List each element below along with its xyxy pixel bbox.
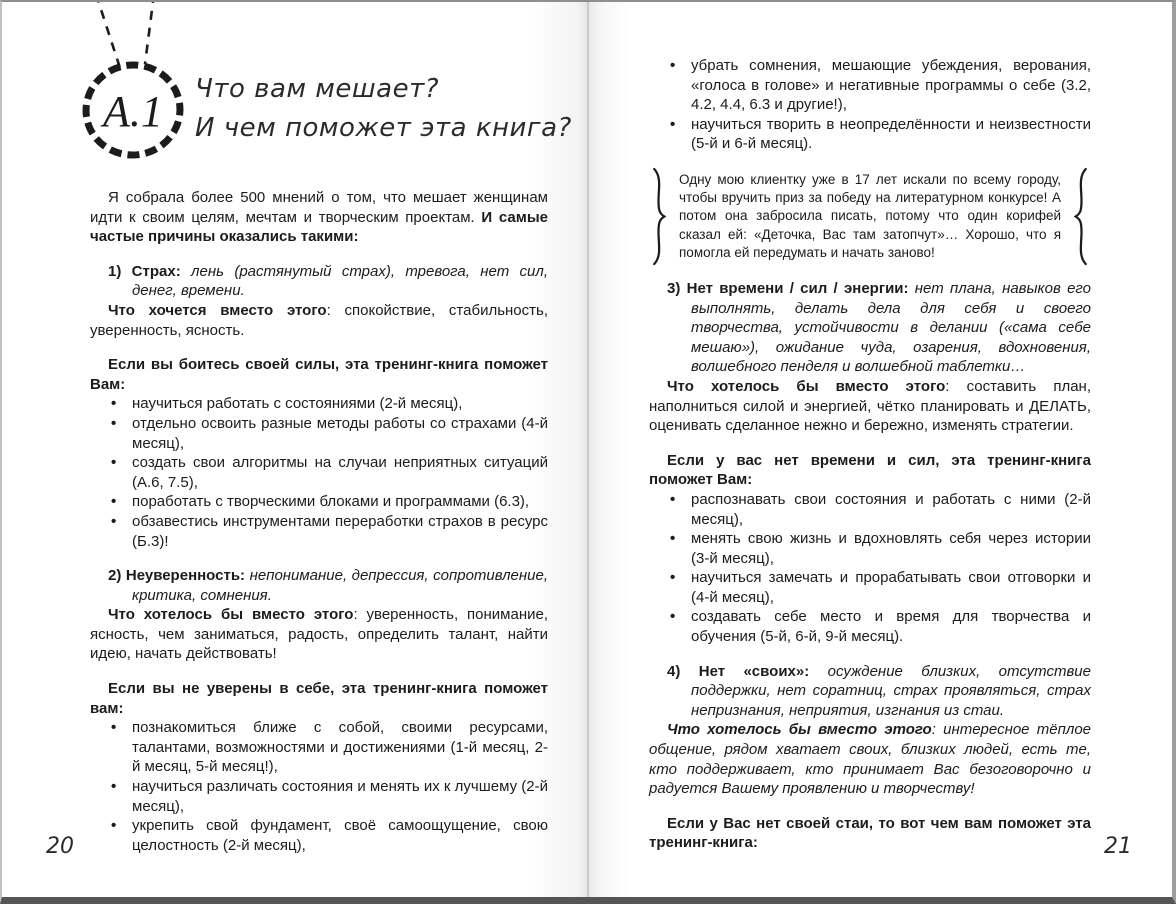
bullet-icon: •	[111, 395, 117, 413]
bullet-icon: •	[670, 115, 676, 133]
bullet-icon: •	[111, 512, 117, 530]
text-run: научиться замечать и прорабатывать свои отговорки и (4-й месяц),	[691, 569, 1091, 606]
paragraph-spacer	[649, 647, 1091, 662]
numbered-item	[649, 662, 1091, 721]
paragraph-spacer	[649, 436, 1091, 451]
text-run: познакомиться ближе с собой, своими ресурсами, талантами, возможностями и достижениями (1-й месяц, 2-й месяц, 5-й месяц!),	[132, 719, 548, 776]
bullet-item	[649, 568, 1091, 607]
bullet-item	[649, 490, 1091, 529]
page-left	[2, 2, 587, 897]
bullet-item	[649, 529, 1091, 568]
text-run: создать свои алгоритмы на случаи неприятных ситуаций (А.6, 7.5),	[132, 454, 548, 491]
bullet-icon: •	[111, 817, 117, 835]
paragraph-spacer	[649, 154, 1091, 169]
text-run: Если вы не уверены в себе, эта тренинг-книга поможет вам:	[90, 680, 548, 717]
page-right	[589, 2, 1172, 897]
text-run: укрепить свой фундамент, своё самоощущение, свою целостность (2-й месяц),	[132, 817, 548, 854]
text-run: : уверенность, понимание, ясность, чем заниматься, радость, определить талант, найти идею, начать действовать!	[90, 606, 549, 663]
page-number-right: 21	[1104, 834, 1132, 859]
paragraph	[90, 301, 548, 340]
bullet-icon: •	[670, 569, 676, 587]
numbered-item	[649, 279, 1091, 377]
chapter-title-line1: Что вам мешает?	[195, 74, 440, 104]
text-run: распознавать свои состояния и работать с ними (2-й месяц),	[691, 490, 1091, 528]
numbered-item	[90, 566, 548, 605]
page-number-left: 20	[46, 834, 74, 859]
left-page-text	[90, 188, 548, 855]
text-run: научиться творить в неопределённости и неизвестности (5-й и 6-й месяц).	[691, 115, 1091, 153]
text-run: поработать с творческими блоками и программами (6.3),	[132, 493, 530, 511]
dashed-string-icon	[96, 2, 154, 68]
bullet-list	[649, 56, 1091, 154]
bullet-item	[90, 414, 548, 453]
text-run: убрать сомнения, мешающие убеждения, верования, «голоса в голове» и негативные программы о себе (3.2, 4.2, 4.4, 6.3 и другие!),	[691, 57, 1091, 114]
text-run: 2) Неуверенность:	[108, 567, 250, 585]
paragraph-spacer	[649, 264, 1091, 279]
bullet-item	[90, 816, 548, 855]
text-run: 3) Нет времени / сил / энергии:	[667, 279, 915, 297]
text-run: Что хочется вместо этого	[108, 301, 327, 319]
paragraph	[90, 679, 548, 718]
text-run: научиться работать с состояниями (2-й месяц),	[132, 395, 463, 413]
chapter-title	[195, 70, 572, 148]
bullet-icon: •	[111, 493, 117, 511]
bullet-icon: •	[670, 608, 676, 626]
paragraph	[649, 451, 1091, 490]
text-run: создавать себе место и время для творчества и обучения (5-й, 6-й, 9-й месяц).	[691, 608, 1091, 646]
text-run: Я собрала более 500 мнений о том, что мешает женщинам идти к своим целям, мечтам и творческим проектам.	[90, 189, 548, 226]
text-run: Если вы боитесь своей силы, эта тренинг-книга поможет Вам:	[90, 356, 548, 393]
bullet-icon: •	[670, 530, 676, 548]
text-run: Что хотелось бы вместо этого	[667, 721, 932, 739]
chapter-title-line2: И чем поможет эта книга?	[195, 113, 572, 143]
text-run: 4) Нет «своих»:	[667, 662, 828, 680]
bullet-icon: •	[111, 778, 117, 796]
bullet-icon: •	[670, 57, 676, 74]
paragraph-spacer	[90, 247, 548, 262]
text-run: : интересное тёплое общение, рядом хватает своих, близких людей, есть те, кто поддерживает, кто принимает Вас безоговорочно и радуется Вашему проявлению и творчеству!	[649, 721, 1091, 798]
paragraph	[649, 720, 1091, 798]
bullet-item	[90, 512, 548, 551]
text-run: И самые частые причины оказались такими:	[90, 208, 548, 246]
text-run: научиться различать состояния и менять их к лучшему (2-й месяц),	[132, 778, 548, 815]
paragraph	[649, 377, 1091, 436]
bullet-icon: •	[111, 454, 117, 472]
text-run: Что хотелось бы вместо этого	[667, 377, 946, 395]
paragraph-spacer	[90, 664, 548, 679]
text-run: : составить план, наполниться силой и энергией, чётко планировать и ДЕЛАТЬ, оценивать сделанное нежно и бережно, изменять стратегии.	[649, 377, 1091, 435]
brace-left-icon	[651, 167, 666, 266]
numbered-item	[90, 262, 548, 301]
right-page-text	[649, 56, 1091, 853]
bullet-list	[649, 490, 1091, 647]
paragraph	[90, 605, 548, 664]
bullet-icon: •	[111, 719, 117, 737]
text-run: лень (растянутый страх), тревога, нет сил, денег, времени.	[132, 262, 548, 300]
bullet-item	[649, 56, 1091, 115]
aside-note	[649, 169, 1091, 264]
text-run: обзавестись инструментами переработки страхов в ресурс (Б.3)!	[132, 512, 548, 550]
text-run: Если у вас нет времени и сил, эта тренинг-книга поможет Вам:	[649, 451, 1091, 489]
paragraph	[649, 814, 1091, 853]
chapter-badge-label: А.1	[103, 87, 163, 136]
text-run: : спокойствие, стабильность, уверенность, ясность.	[90, 301, 548, 339]
paragraph-spacer	[90, 340, 548, 355]
text-run: осуждение близких, отсутствие поддержки, нет соратниц, страх проявляться, страх непризнания, неприятия, изгнания из стаи.	[691, 662, 1091, 719]
text-run: 1) Страх:	[108, 262, 192, 280]
text-run: Если у Вас нет своей стаи, то вот чем вам поможет эта тренинг-книга:	[649, 814, 1091, 852]
bullet-item	[90, 492, 548, 512]
paragraph	[90, 188, 548, 247]
bullet-item	[90, 718, 548, 777]
bullet-icon: •	[670, 490, 676, 508]
text-run: непонимание, депрессия, сопротивление, критика, сомнения.	[132, 567, 548, 604]
bullet-list	[90, 394, 548, 551]
bullet-item	[90, 394, 548, 414]
paragraph-spacer	[90, 551, 548, 566]
aside-text	[679, 172, 1061, 260]
bullet-item	[90, 777, 548, 816]
text-run: Одну мою клиентку уже в 17 лет искали по всему городу, чтобы вручить приз за победу на литературном конкурсе! А потом она забросила писать, потому что один корифей сказал ей: «Деточка, Вас там затопчут»… Хорошо, что я помогла ей передумать и начать заново!	[679, 171, 1061, 260]
text-run: отдельно освоить разные методы работы со страхами (4-й месяц),	[132, 414, 548, 452]
bullet-icon: •	[111, 414, 117, 432]
bullet-item	[649, 607, 1091, 646]
bullet-list	[90, 718, 548, 855]
text-run: менять свою жизнь и вдохновлять себя через истории (3-й месяц),	[691, 530, 1091, 567]
text-run: нет плана, навыков его выполнять, делать дела для себя и своего творчества, устойчивости в делании («сама себе мешаю»), ожидание чуда, озарения, вдохновения, волшебного пенделя и волшебной таблетки…	[691, 279, 1091, 376]
text-run: Что хотелось бы вместо этого	[108, 606, 354, 624]
bullet-item	[90, 453, 548, 492]
paragraph-spacer	[649, 799, 1091, 814]
paragraph	[90, 355, 548, 394]
brace-right-icon	[1074, 167, 1089, 266]
bullet-item	[649, 115, 1091, 154]
